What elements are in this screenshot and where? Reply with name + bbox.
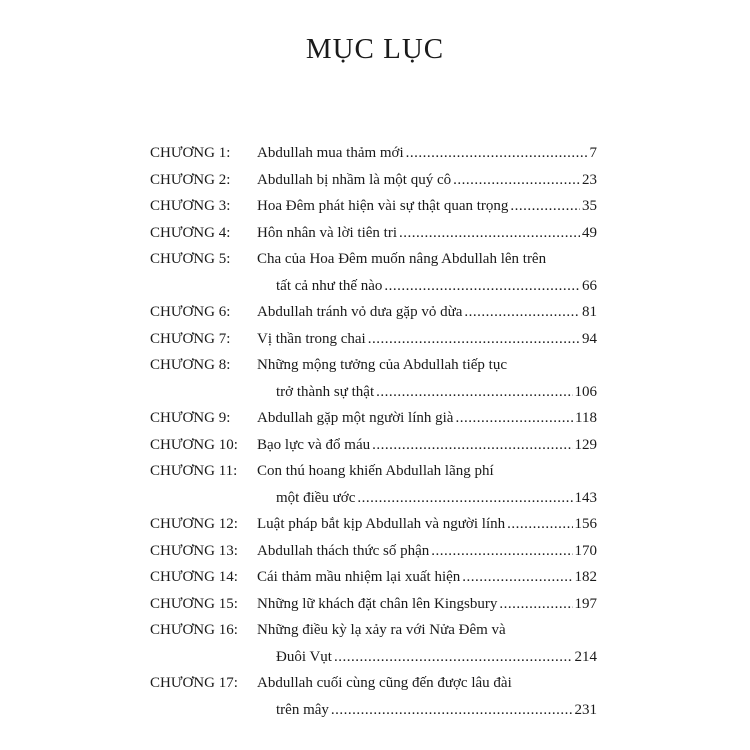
chapter-label: CHƯƠNG 11:: [150, 463, 238, 479]
page-number: 182: [574, 569, 597, 585]
dot-leader: [368, 326, 580, 353]
chapter-label: CHƯƠNG 4:: [150, 224, 231, 241]
toc-row: [0, 644, 750, 671]
page-number: 156: [574, 516, 597, 532]
chapter-title-line: [276, 485, 597, 512]
dot-leader: [372, 432, 572, 459]
page-number: 118: [575, 410, 597, 426]
toc-entry: [0, 538, 750, 565]
chapter-title: Cái thảm mầu nhiệm lại xuất hiện: [257, 569, 461, 585]
chapter-title: Hoa Đêm phát hiện vài sự thật quan trọng: [257, 198, 509, 214]
chapter-title: Abdullah tránh vỏ dưa gặp vỏ dừa: [257, 304, 463, 320]
chapter-title-line: [257, 167, 597, 194]
toc-row: [0, 697, 750, 724]
chapter-title-line: [257, 538, 597, 565]
toc-row: [0, 140, 750, 167]
chapter-title: Những điều kỳ lạ xảy ra với Nửa Đêm và: [257, 622, 506, 638]
toc-entry: [0, 167, 750, 194]
chapter-title: Hôn nhân và lời tiên tri: [257, 224, 397, 241]
chapter-title: Con thú hoang khiến Abdullah lãng phí: [257, 463, 494, 479]
chapter-title-line: [276, 379, 597, 406]
dot-leader: [462, 564, 572, 591]
toc-row: [0, 326, 750, 353]
chapter-title-line: [276, 697, 597, 724]
chapter-label: CHƯƠNG 1:: [150, 145, 231, 161]
chapter-label: CHƯƠNG 6:: [150, 304, 231, 320]
dot-leader: [331, 697, 573, 724]
chapter-label: CHƯƠNG 16:: [150, 622, 238, 638]
chapter-label: CHƯƠNG 9:: [150, 410, 231, 426]
dot-leader: [431, 538, 572, 565]
page-number: 35: [582, 198, 597, 214]
page-title: MỤC LỤC: [305, 33, 445, 65]
chapter-title-line: [257, 352, 597, 379]
chapter-title: Abdullah mua thảm mới: [257, 145, 404, 161]
toc-entry: [0, 670, 750, 723]
toc-row: [0, 273, 750, 300]
toc-entry: [0, 299, 750, 326]
page-number: 94: [582, 330, 597, 347]
chapter-title-line: [257, 511, 597, 538]
page-number: 7: [589, 145, 597, 161]
chapter-title: trở thành sự thật: [276, 383, 375, 400]
chapter-label: CHƯƠNG 13:: [150, 542, 238, 559]
chapter-label: CHƯƠNG 17:: [150, 675, 238, 691]
dot-leader: [464, 299, 580, 326]
toc-entry: [0, 458, 750, 511]
toc-entry: [0, 352, 750, 405]
chapter-title: Bạo lực và đổ máu: [257, 436, 371, 453]
page-number: 214: [574, 648, 597, 665]
dot-leader: [499, 591, 572, 618]
chapter-title-line: [276, 644, 597, 671]
chapter-title-line: [257, 246, 597, 273]
chapter-title: Những lữ khách đặt chân lên Kingsbury: [257, 595, 498, 612]
chapter-title: Đuôi Vụt: [276, 648, 332, 665]
chapter-title-line: [276, 273, 597, 300]
toc-row: [0, 379, 750, 406]
chapter-title-line: [257, 617, 597, 644]
toc-entry: [0, 193, 750, 220]
chapter-title: Cha của Hoa Đêm muốn nâng Abdullah lên trên: [257, 251, 547, 267]
dot-leader: [357, 485, 572, 512]
chapter-title-line: [257, 220, 597, 247]
chapter-title-line: [257, 405, 597, 432]
chapter-label: CHƯƠNG 8:: [150, 357, 231, 373]
toc-entry: [0, 511, 750, 538]
chapter-title: một điều ước: [276, 489, 356, 506]
toc-row: [0, 485, 750, 512]
page-number: 49: [582, 224, 597, 241]
page-number: 197: [574, 595, 597, 612]
toc-entry: [0, 617, 750, 670]
toc-row: [0, 564, 750, 591]
page-number: 170: [574, 542, 597, 559]
toc-row: [0, 511, 750, 538]
chapter-title-line: [257, 564, 597, 591]
dot-leader: [399, 220, 580, 247]
chapter-title-line: [257, 591, 597, 618]
chapter-title: trên mây: [276, 701, 329, 718]
toc-row: [0, 432, 750, 459]
chapter-title: tất cả như thế nào: [276, 277, 383, 294]
toc-row: [0, 538, 750, 565]
dot-leader: [334, 644, 573, 671]
chapter-label: CHƯƠNG 14:: [150, 569, 238, 585]
toc-entry: [0, 591, 750, 618]
dot-leader: [453, 167, 580, 194]
page-number: 143: [574, 489, 597, 506]
chapter-title-line: [257, 670, 597, 697]
toc-row: [0, 167, 750, 194]
toc-row: [0, 352, 750, 379]
chapter-label: CHƯƠNG 15:: [150, 595, 238, 612]
chapter-title-line: [257, 326, 597, 353]
toc-entry: [0, 220, 750, 247]
toc-row: [0, 299, 750, 326]
toc-entry: [0, 432, 750, 459]
toc-row: [0, 193, 750, 220]
dot-leader: [507, 511, 572, 538]
chapter-label: CHƯƠNG 3:: [150, 198, 231, 214]
dot-leader: [510, 193, 580, 220]
chapter-title-line: [257, 299, 597, 326]
chapter-title: Abdullah bị nhầm là một quý cô: [257, 171, 452, 188]
toc-entry: [0, 564, 750, 591]
chapter-title: Abdullah gặp một người lính già: [257, 410, 454, 426]
chapter-label: CHƯƠNG 5:: [150, 251, 231, 267]
dot-leader: [384, 273, 580, 300]
page-number: 81: [582, 304, 597, 320]
toc-row: [0, 246, 750, 273]
chapter-label: CHƯƠNG 10:: [150, 436, 238, 453]
dot-leader: [376, 379, 572, 406]
page-number: 129: [574, 436, 597, 453]
chapter-title-line: [257, 140, 597, 167]
chapter-label: CHƯƠNG 2:: [150, 171, 231, 188]
page-number: 23: [582, 171, 597, 188]
chapter-title: Những mộng tưởng của Abdullah tiếp tục: [257, 357, 507, 373]
chapter-title: Abdullah cuối cùng cũng đến được lâu đài: [257, 675, 512, 691]
chapter-label: CHƯƠNG 12:: [150, 516, 238, 532]
page-number: 106: [574, 383, 597, 400]
toc-row: [0, 458, 750, 485]
toc-entry: [0, 140, 750, 167]
chapter-title: Luật pháp bắt kịp Abdullah và người lính: [257, 516, 506, 532]
toc-row: [0, 617, 750, 644]
toc-row: [0, 220, 750, 247]
toc-entry: [0, 246, 750, 299]
chapter-title: Abdullah thách thức số phận: [257, 542, 430, 559]
chapter-title-line: [257, 432, 597, 459]
page-number: 231: [574, 701, 597, 718]
chapter-label: CHƯƠNG 7:: [150, 330, 231, 347]
toc-entry: [0, 405, 750, 432]
dot-leader: [455, 405, 573, 432]
chapter-title-line: [257, 193, 597, 220]
toc-row: [0, 670, 750, 697]
toc-entry: [0, 326, 750, 353]
table-of-contents: [0, 140, 750, 723]
toc-row: [0, 405, 750, 432]
chapter-title-line: [257, 458, 597, 485]
chapter-title: Vị thần trong chai: [257, 330, 366, 347]
page-number: 66: [582, 277, 597, 294]
dot-leader: [406, 140, 588, 167]
toc-row: [0, 591, 750, 618]
